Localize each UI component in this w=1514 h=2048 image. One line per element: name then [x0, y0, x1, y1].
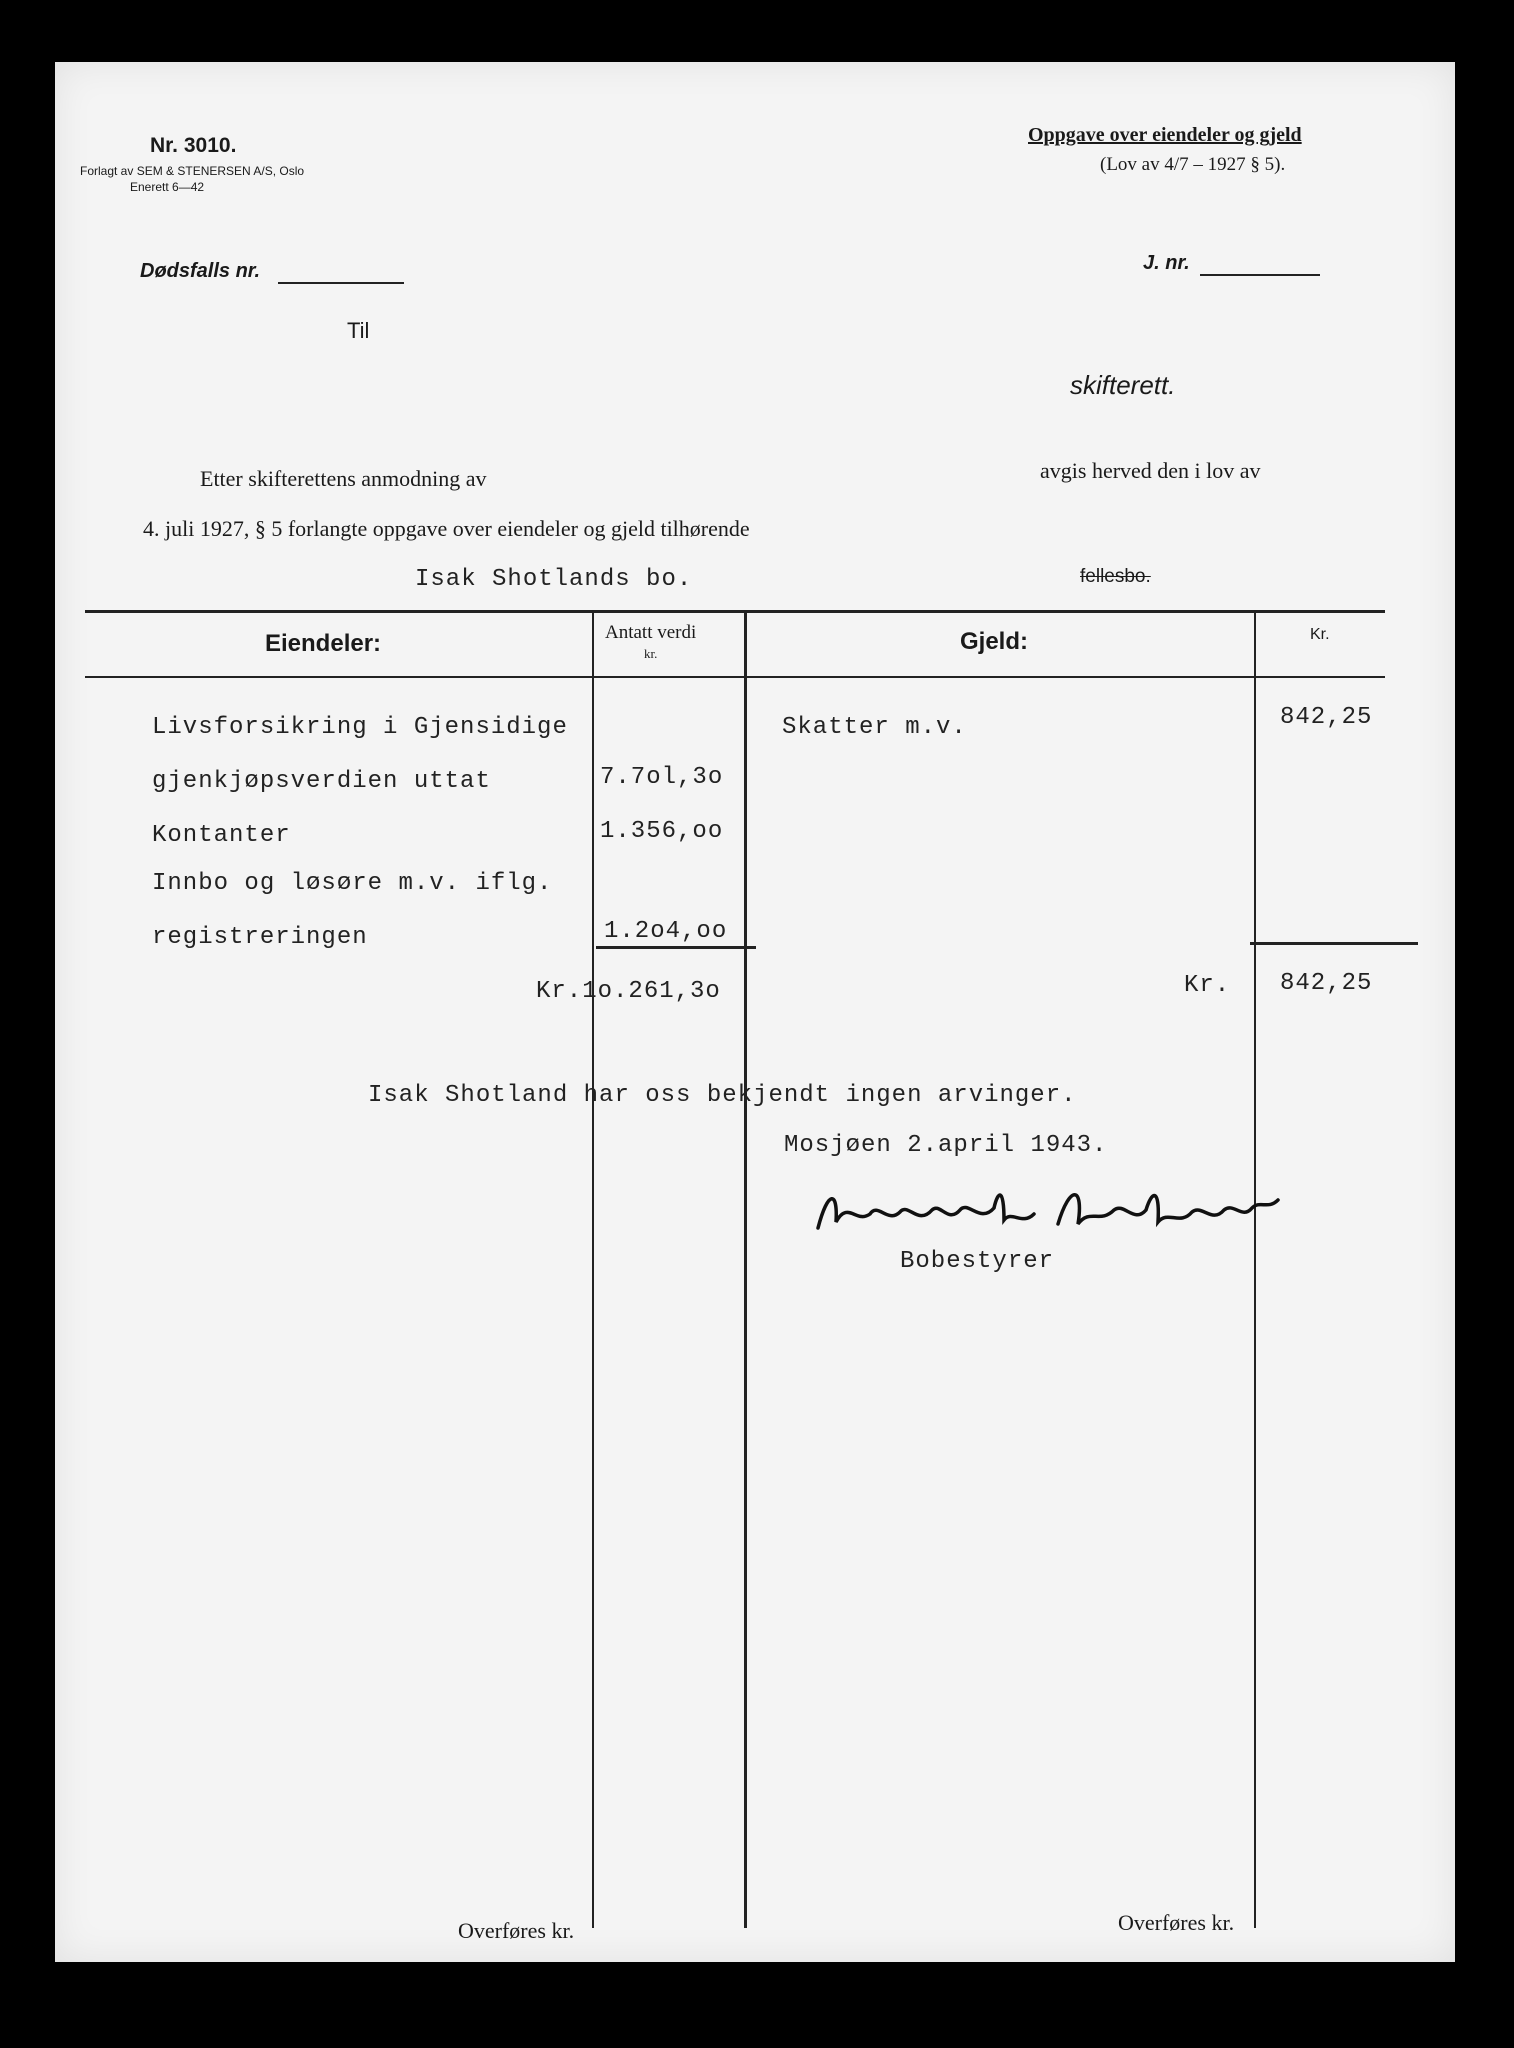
carry-over-right: Overføres kr.: [1118, 1910, 1235, 1935]
law-text: 4. juli 1927, § 5 forlangte oppgave over eiendeler og gjeld tilhørende: [143, 516, 750, 541]
form-number: Nr. 3010.: [150, 134, 237, 157]
form-law-reference: (Lov av 4/7 – 1927 § 5).: [1100, 154, 1286, 175]
place-and-date: Mosjøen 2.april 1943.: [784, 1132, 1108, 1159]
request-text: Etter skifterettens anmodning av: [200, 466, 487, 491]
handwritten-signature: [808, 1180, 1288, 1250]
asset-row-description: Innbo og løsøre m.v. iflg.: [152, 870, 553, 897]
estate-type-struck: fellesbo.: [1080, 566, 1151, 587]
value-header-unit: kr.: [643, 646, 658, 661]
asset-row-description: Livsforsikring i Gjensidige: [152, 714, 568, 741]
assets-total: Kr.1o.261,3o: [536, 978, 721, 1005]
value-header-line1: Antatt verdi: [605, 622, 697, 643]
heirs-note: Isak Shotland har oss bekjendt ingen arvinger.: [368, 1082, 1077, 1109]
to-label: Til: [347, 318, 370, 343]
estate-name: Isak Shotlands bo.: [415, 566, 693, 593]
signer-role: Bobestyrer: [900, 1248, 1055, 1275]
carry-over-left: Overføres kr.: [458, 1918, 575, 1943]
table-header-rule: [85, 676, 1385, 678]
asset-row-description: registreringen: [152, 924, 368, 951]
debts-total-label: Kr.: [1184, 972, 1231, 999]
debt-row-value: 842,25: [1280, 704, 1373, 731]
kr-column-divider: [1254, 612, 1256, 1928]
center-column-divider: [744, 612, 747, 1928]
debt-row-description: Skatter m.v.: [782, 714, 967, 741]
asset-row-description: Kontanter: [152, 822, 291, 849]
asset-row-value: 1.356,oo: [600, 818, 724, 845]
kr-header: Kr.: [1310, 626, 1330, 643]
publisher-line: Forlagt av SEM & STENERSEN A/S, Oslo: [80, 164, 305, 178]
assets-sum-rule: [596, 946, 756, 949]
value-column-divider: [592, 612, 594, 1928]
death-number-label: Dødsfalls nr.: [140, 260, 261, 282]
hereby-text: avgis herved den i lov av: [1040, 458, 1261, 483]
assets-header: Eiendeler:: [265, 630, 382, 657]
document-page: [55, 62, 1455, 1962]
debts-total: 842,25: [1280, 970, 1373, 997]
asset-row-value: 7.7ol,3o: [600, 764, 724, 791]
value-header: [605, 622, 696, 664]
form-title: Oppgave over eiendeler og gjeld: [1028, 124, 1302, 146]
debts-sum-rule: [1250, 942, 1418, 945]
asset-row-value: 1.2o4,oo: [604, 918, 728, 945]
table-top-rule: [85, 610, 1385, 613]
debts-header: Gjeld:: [960, 628, 1029, 655]
journal-number-label: J. nr.: [1143, 252, 1190, 274]
court-label: skifterett.: [1070, 370, 1176, 400]
asset-row-description: gjenkjøpsverdien uttat: [152, 768, 491, 795]
journal-number-field-line: [1200, 274, 1320, 276]
exclusive-rights-line: Enerett 6—42: [130, 180, 205, 194]
death-number-field-line: [278, 282, 404, 284]
